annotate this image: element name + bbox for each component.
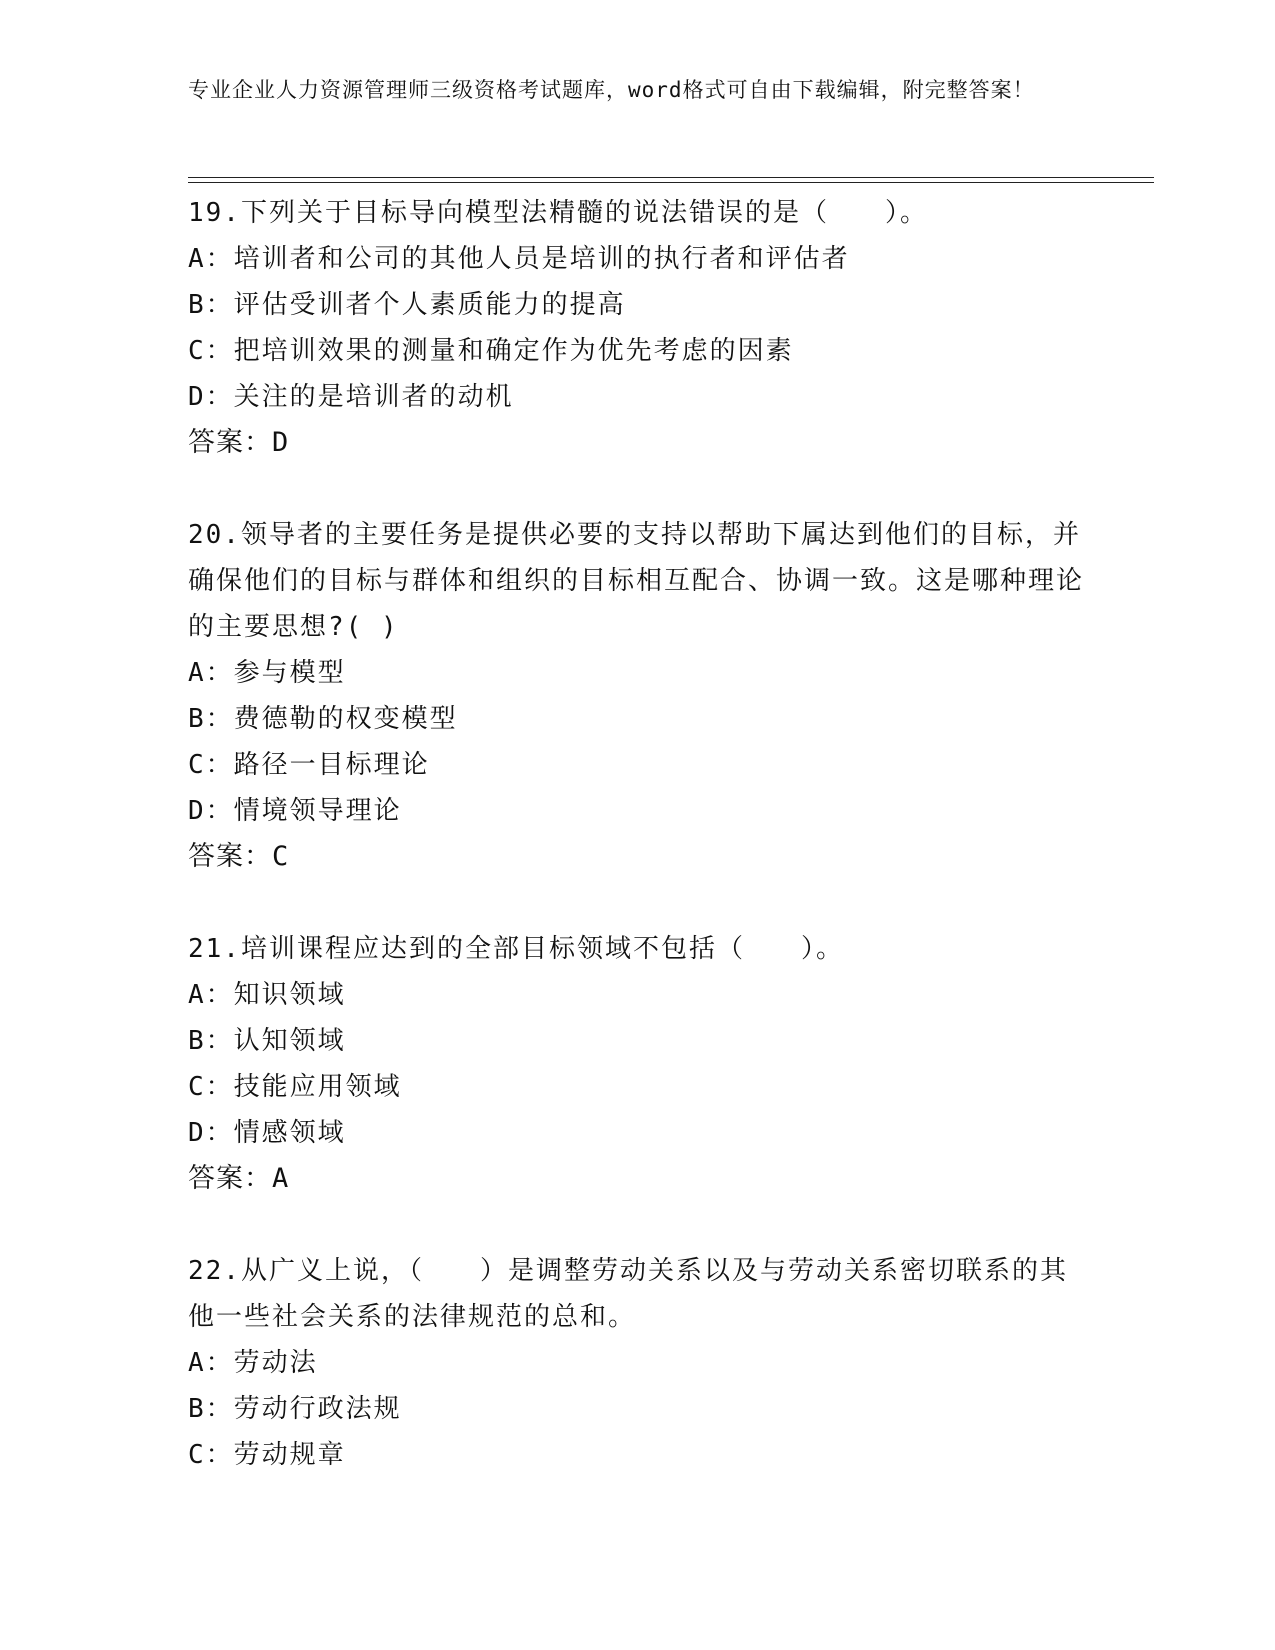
question-20: [188, 512, 1088, 880]
question-22: [188, 1248, 1088, 1478]
question-stem: 20.领导者的主要任务是提供必要的支持以帮助下属达到他们的目标，并确保他们的目标与群体和组织的目标相互配合、协调一致。这是哪种理论的主要思想?( ): [188, 520, 1085, 642]
question-stem: 22.从广义上说，（ ）是调整劳动关系以及与劳动关系密切联系的其他一些社会关系的法律规范的总和。: [188, 1256, 1068, 1332]
option-c: C：技能应用领域: [188, 1072, 402, 1102]
answer-line: 答案：D: [188, 427, 290, 458]
option-c: C：路径一目标理论: [188, 750, 430, 780]
option-d: D：情感领域: [188, 1118, 346, 1148]
option-b: B：认知领域: [188, 1026, 346, 1056]
option-a: A：劳动法: [188, 1348, 318, 1378]
option-a: A：培训者和公司的其他人员是培训的执行者和评估者: [188, 244, 850, 274]
option-c: C：劳动规章: [188, 1440, 346, 1470]
document-header: 专业企业人力资源管理师三级资格考试题库，word格式可自由下载编辑，附完整答案！: [188, 78, 1035, 102]
option-c: C：把培训效果的测量和确定作为优先考虑的因素: [188, 336, 794, 366]
question-stem: 21.培训课程应达到的全部目标领域不包括（ ）。: [188, 934, 844, 964]
answer-line: 答案：C: [188, 841, 290, 872]
answer-line: 答案：A: [188, 1163, 290, 1194]
header-divider: [188, 177, 1154, 178]
option-b: B：劳动行政法规: [188, 1394, 402, 1424]
question-19: [188, 190, 1088, 466]
option-d: D：关注的是培训者的动机: [188, 382, 514, 412]
option-a: A：知识领域: [188, 980, 346, 1010]
header-divider-second: [188, 182, 1154, 183]
question-21: [188, 926, 1088, 1202]
option-a: A：参与模型: [188, 658, 346, 688]
option-d: D：情境领导理论: [188, 796, 402, 826]
question-stem: 19.下列关于目标导向模型法精髓的说法错误的是（ ）。: [188, 198, 928, 228]
option-b: B：费德勒的权变模型: [188, 704, 458, 734]
question-list: [188, 190, 1088, 1524]
option-b: B：评估受训者个人素质能力的提高: [188, 290, 626, 320]
